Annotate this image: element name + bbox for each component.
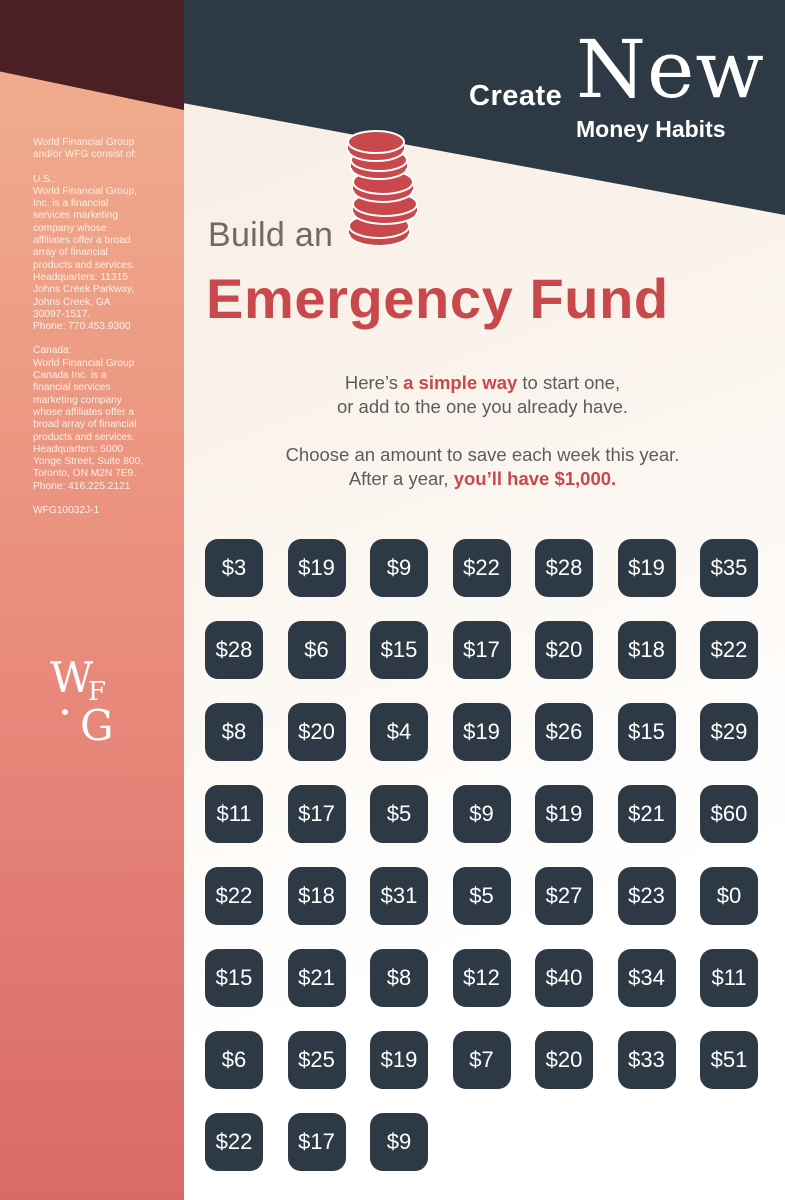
week-amount-tile[interactable]: $11 bbox=[205, 785, 263, 843]
week-amount-tile[interactable]: $3 bbox=[205, 539, 263, 597]
headline-build-an: Build an bbox=[208, 216, 334, 254]
week-amount-tile[interactable]: $7 bbox=[453, 1031, 511, 1089]
wfg-logo bbox=[46, 654, 142, 744]
week-amount-tile[interactable]: $20 bbox=[535, 621, 593, 679]
week-amount-tile[interactable]: $9 bbox=[453, 785, 511, 843]
week-amount-tile[interactable]: $8 bbox=[205, 703, 263, 761]
week-amount-tile[interactable]: $20 bbox=[535, 1031, 593, 1089]
disclosure-text bbox=[33, 137, 151, 529]
week-amount-tile[interactable]: $17 bbox=[453, 621, 511, 679]
week-amount-tile[interactable]: $9 bbox=[370, 1113, 428, 1171]
intro-text: Here’s bbox=[344, 372, 404, 393]
week-amount-tile[interactable]: $0 bbox=[700, 867, 758, 925]
week-amount-tile[interactable]: $11 bbox=[700, 949, 758, 1007]
week-amount-tile[interactable]: $15 bbox=[205, 949, 263, 1007]
week-amount-tile[interactable]: $5 bbox=[370, 785, 428, 843]
week-amount-tile[interactable]: $51 bbox=[700, 1031, 758, 1089]
week-amount-tile[interactable]: $6 bbox=[205, 1031, 263, 1089]
week-amount-tile[interactable]: $31 bbox=[370, 867, 428, 925]
intro-text: After a year, bbox=[348, 468, 454, 489]
week-amount-tile[interactable]: $26 bbox=[535, 703, 593, 761]
intro-text: Choose an amount to save each week this year. bbox=[285, 444, 680, 465]
week-amount-tile[interactable]: $18 bbox=[618, 621, 676, 679]
week-amount-tile[interactable]: $22 bbox=[205, 867, 263, 925]
disclosure-intro: World Financial Group and/or WFG consist of: bbox=[33, 137, 138, 161]
week-amount-tile[interactable]: $4 bbox=[370, 703, 428, 761]
week-amount-tile[interactable]: $15 bbox=[370, 621, 428, 679]
week-amount-tile[interactable]: $29 bbox=[700, 703, 758, 761]
week-amount-tile[interactable]: $22 bbox=[453, 539, 511, 597]
intro-highlight: you’ll have $1,000. bbox=[453, 468, 617, 489]
week-amount-tile[interactable]: $19 bbox=[288, 539, 346, 597]
headline-emergency-fund: Emergency Fund bbox=[206, 267, 669, 330]
title-create: Create bbox=[469, 80, 563, 112]
intro-paragraph-1 bbox=[230, 371, 735, 419]
week-amount-tile[interactable]: $17 bbox=[288, 1113, 346, 1171]
week-amount-tile[interactable]: $25 bbox=[288, 1031, 346, 1089]
intro-text: or add to the one you already have. bbox=[336, 396, 629, 417]
week-amount-tile[interactable]: $17 bbox=[288, 785, 346, 843]
week-amount-tile[interactable]: $34 bbox=[618, 949, 676, 1007]
svg-text:G: G bbox=[80, 701, 114, 744]
week-amount-tile[interactable]: $33 bbox=[618, 1031, 676, 1089]
week-amount-tile[interactable]: $22 bbox=[205, 1113, 263, 1171]
title-money-habits: Money Habits bbox=[576, 116, 726, 142]
svg-text:F: F bbox=[88, 677, 107, 707]
week-amount-tile[interactable]: $21 bbox=[618, 785, 676, 843]
disclosure-canada: Canada: World Financial Group Canada Inc. is a financial services marketing company whose affiliates offer a broad array of financial products and services. Headquarters: 5000 Yonge Street, Suite 800, Toronto, ON M2N 7E9. Phone: 416.225.2121 bbox=[33, 345, 144, 492]
svg-text:W: W bbox=[50, 654, 94, 702]
intro-highlight: a simple way bbox=[403, 372, 518, 393]
intro-paragraph-2 bbox=[230, 443, 735, 491]
week-amount-tile[interactable]: $19 bbox=[618, 539, 676, 597]
title-new: New bbox=[576, 23, 765, 116]
document-code: WFG10032J-1 bbox=[33, 505, 100, 517]
week-amount-tile[interactable]: $5 bbox=[453, 867, 511, 925]
week-amount-tile[interactable]: $19 bbox=[535, 785, 593, 843]
week-amount-tile[interactable]: $22 bbox=[700, 621, 758, 679]
week-amount-tile[interactable]: $9 bbox=[370, 539, 428, 597]
week-amount-tile[interactable]: $20 bbox=[288, 703, 346, 761]
week-amount-tile[interactable]: $19 bbox=[370, 1031, 428, 1089]
intro-text: to start one, bbox=[517, 372, 621, 393]
week-amount-tile[interactable]: $60 bbox=[700, 785, 758, 843]
week-amount-tile[interactable]: $18 bbox=[288, 867, 346, 925]
coin-stack-icon bbox=[345, 128, 425, 256]
week-amount-tile[interactable]: $27 bbox=[535, 867, 593, 925]
week-amount-tile[interactable]: $8 bbox=[370, 949, 428, 1007]
week-amount-tile[interactable]: $15 bbox=[618, 703, 676, 761]
week-amount-tile[interactable]: $6 bbox=[288, 621, 346, 679]
weekly-savings-grid bbox=[205, 539, 765, 1171]
week-amount-tile[interactable]: $12 bbox=[453, 949, 511, 1007]
week-amount-tile[interactable]: $28 bbox=[205, 621, 263, 679]
week-amount-tile[interactable]: $35 bbox=[700, 539, 758, 597]
week-amount-tile[interactable]: $19 bbox=[453, 703, 511, 761]
week-amount-tile[interactable]: $23 bbox=[618, 867, 676, 925]
week-amount-tile[interactable]: $28 bbox=[535, 539, 593, 597]
week-amount-tile[interactable]: $21 bbox=[288, 949, 346, 1007]
week-amount-tile[interactable]: $40 bbox=[535, 949, 593, 1007]
disclosure-us: U.S.: World Financial Group, Inc. is a financial services marketing company whose affiliates offer a broad array of financial products and services. Headquarters: 11315 Johns Creek Parkway, Johns Creek, GA 30097-1517. Phone: 770.453.9300 bbox=[33, 173, 137, 333]
